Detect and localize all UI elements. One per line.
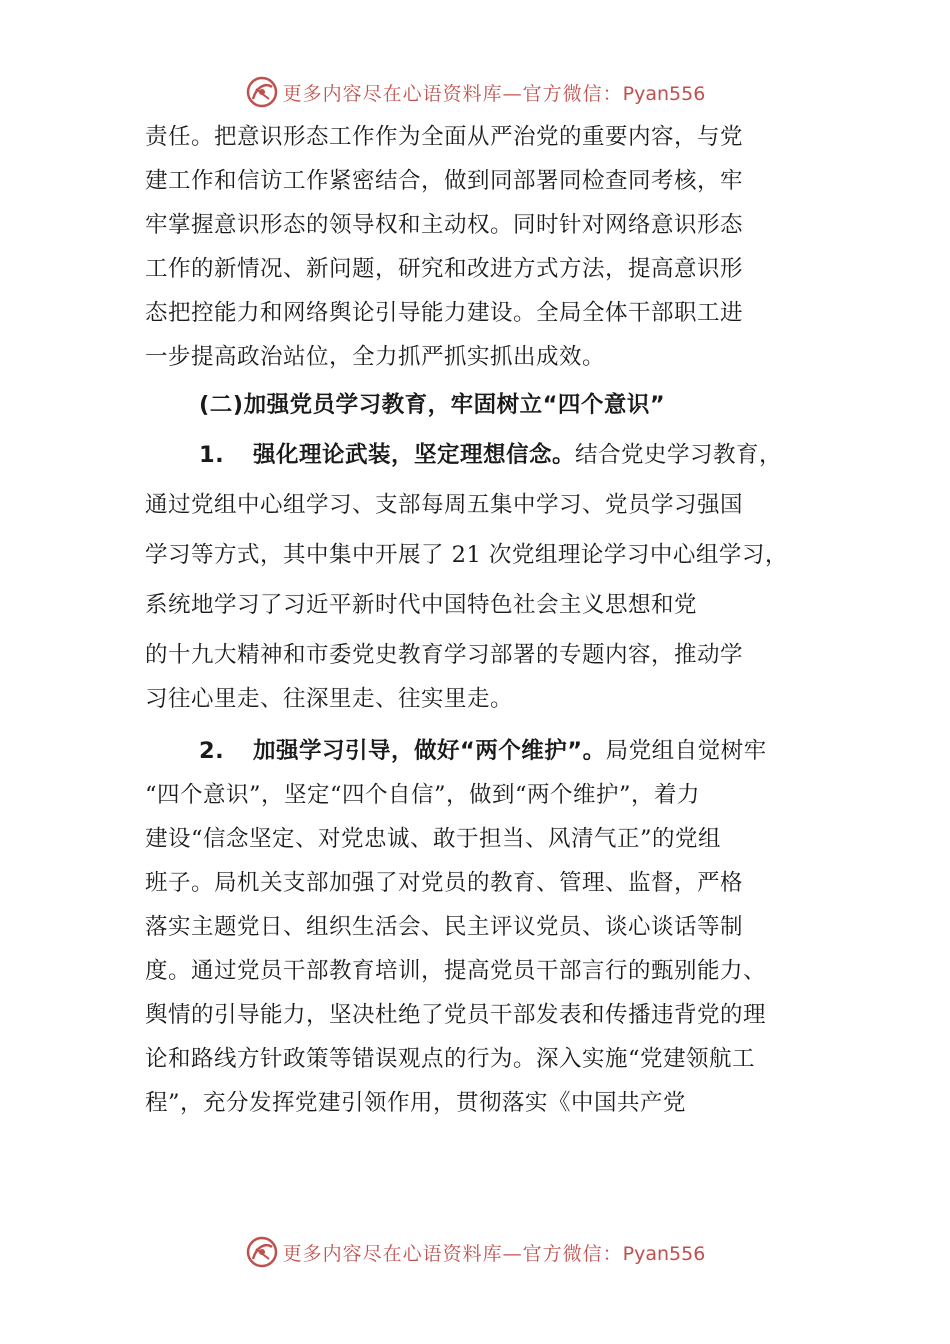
- watermark-header: [0, 72, 950, 112]
- paragraph-line: 建工作和信访工作紧密结合，做到同部署同检查同考核，牢: [145, 168, 744, 194]
- seal-logo-icon: [245, 1235, 279, 1269]
- item1-number: 1.: [199, 442, 225, 468]
- paragraph-line: 系统地学习了习近平新时代中国特色社会主义思想和党: [145, 592, 698, 618]
- watermark-text: 更多内容尽在心语资料库—官方微信：Pyan556: [282, 1242, 706, 1265]
- paragraph-line: 班子。局机关支部加强了对党员的教育、管理、监督，严格: [145, 870, 744, 896]
- item2-first-line-text: 局党组自觉树牢: [605, 738, 767, 764]
- paragraph-line: 通过党组中心组学习、支部每周五集中学习、党员学习强国: [145, 492, 744, 518]
- paragraph-line: 责任。把意识形态工作作为全面从严治党的重要内容，与党: [145, 124, 744, 150]
- item1-title: 强化理论武装，坚定理想信念。: [253, 442, 576, 468]
- paragraph-line: 程”，充分发挥党建引领作用，贯彻落实《中国共产党: [145, 1090, 687, 1116]
- watermark-footer: [0, 1232, 950, 1272]
- item1-first-line: [199, 440, 782, 470]
- paragraph-line: 论和路线方针政策等错误观点的行为。深入实施“党建领航工: [145, 1046, 756, 1072]
- paragraph-line: 舆情的引导能力，坚决杜绝了党员干部发表和传播违背党的理: [145, 1002, 767, 1028]
- item2-title: 加强学习引导，做好“两个维护”。: [253, 738, 606, 764]
- section-heading: (二)加强党员学习教育，牢固树立“四个意识”: [199, 392, 666, 418]
- paragraph-line: 落实主题党日、组织生活会、民主评议党员、谈心谈话等制: [145, 914, 744, 940]
- item2-number: 2.: [199, 738, 225, 764]
- seal-logo-icon: [245, 75, 279, 109]
- paragraph-line: 度。通过党员干部教育培训，提高党员干部言行的甄别能力、: [145, 958, 767, 984]
- item1-first-line-text: 结合党史学习教育，: [575, 442, 783, 468]
- paragraph-line: 工作的新情况、新问题，研究和改进方式方法，提高意识形: [145, 256, 744, 282]
- paragraph-line: 一步提高政治站位，全力抓严抓实抓出成效。: [145, 344, 606, 370]
- paragraph-line: 的十九大精神和市委党史教育学习部署的专题内容，推动学: [145, 642, 744, 668]
- paragraph-line: 学习等方式，其中集中开展了 21 次党组理论学习中心组学习，: [145, 542, 788, 568]
- paragraph-line: 建设“信念坚定、对党忠诚、敢于担当、风清气正”的党组: [145, 826, 722, 852]
- watermark-text: 更多内容尽在心语资料库—官方微信：Pyan556: [282, 82, 706, 105]
- paragraph-line: 牢掌握意识形态的领导权和主动权。同时针对网络意识形态: [145, 212, 744, 238]
- paragraph-line: 习往心里走、往深里走、往实里走。: [145, 686, 514, 712]
- paragraph-line: 态把控能力和网络舆论引导能力建设。全局全体干部职工进: [145, 300, 744, 326]
- paragraph-line: “四个意识”，坚定“四个自信”，做到“两个维护”，着力: [145, 782, 701, 808]
- item2-first-line: [199, 736, 767, 766]
